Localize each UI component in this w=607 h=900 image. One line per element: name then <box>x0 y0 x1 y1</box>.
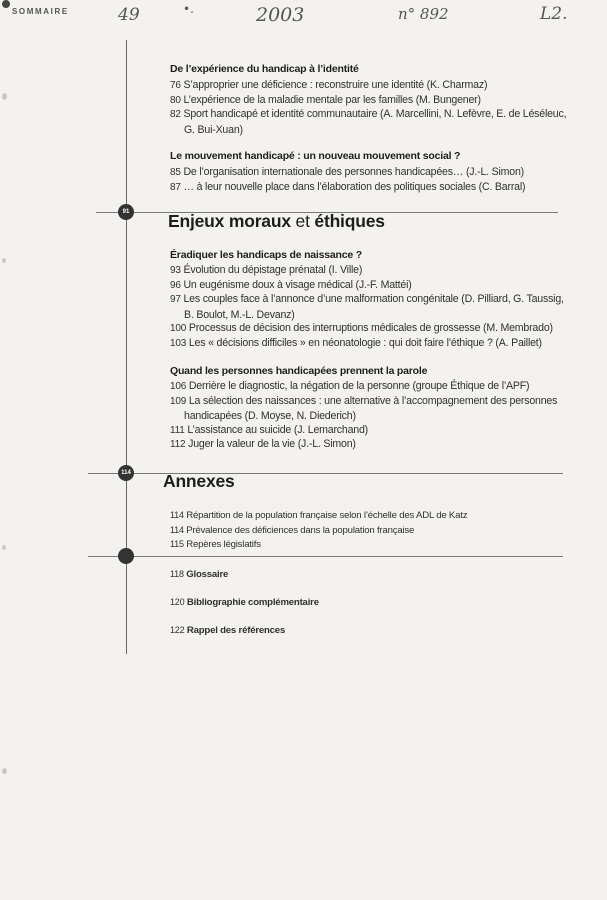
toc-entry: 100 Processus de décision des interruptions médicales de grossesse (M. Membrado) <box>170 322 553 335</box>
header-label: SOMMAIRE <box>12 7 69 16</box>
handwritten-note: n° 892 <box>398 5 449 23</box>
toc-entry: 114 Prévalence des déficiences dans la population française <box>170 524 415 536</box>
toc-entry: 82 Sport handicapé et identité communautaire (A. Marcellini, N. Lefèvre, E. de Léséleuc, G. Bui-Xuan) <box>170 108 567 136</box>
handwritten-note: •. <box>183 2 194 16</box>
section-rule <box>88 473 563 474</box>
scan-mark <box>2 258 6 263</box>
section-page-badge: 114 <box>118 465 134 481</box>
toc-entry: 97 Les couples face à l’annonce d’une malformation congénitale (D. Pilliard, G. Taussig, B. Boulot, M.-L. Devanz) <box>170 293 564 321</box>
toc-entry: 122 Rappel des références <box>170 625 286 636</box>
toc-entry: 103 Les « décisions difficiles » en néonatologie : qui doit faire l’éthique ? (A. Paillet) <box>170 337 542 349</box>
toc-entry: 114 Répartition de la population française selon l’échelle des ADL de Katz <box>170 510 468 521</box>
group-title: Le mouvement handicapé : un nouveau mouvement social ? <box>170 150 461 162</box>
section-bullet <box>118 548 134 564</box>
toc-entry: 93 Évolution du dépistage prénatal (I. Ville) <box>170 264 363 276</box>
group-title: Éradiquer les handicaps de naissance ? <box>170 249 362 261</box>
toc-entry: 118 Glossaire <box>170 569 229 580</box>
toc-entry: 112 Juger la valeur de la vie (J.-L. Simon) <box>170 438 356 451</box>
toc-entry: 109 La sélection des naissances : une alternative à l’accompagnement des personnes handicapées (D. Moyse, N. Diederich) <box>170 394 558 423</box>
toc-entry: 120 Bibliographie complémentaire <box>170 597 319 608</box>
header-dot <box>2 0 10 8</box>
section-page-badge: 91 <box>118 204 134 220</box>
toc-entry: 85 De l’organisation internationale des personnes handicapées… (J.-L. Simon) <box>170 166 524 178</box>
toc-entry: 96 Un eugénisme doux à visage médical (J.-F. Mattéi) <box>170 278 412 291</box>
toc-entry: 76 S’approprier une déficience : reconstruire une identité (K. Charmaz) <box>170 79 488 91</box>
section-title: Enjeux moraux et éthiques <box>168 211 385 231</box>
scan-mark <box>2 545 6 550</box>
toc-entry: 106 Derrière le diagnostic, la négation de la personne (groupe Éthique de l’APF) <box>170 380 530 392</box>
scan-mark <box>2 93 7 100</box>
group-title: Quand les personnes handicapées prennent la parole <box>170 365 428 377</box>
handwritten-note: 2003 <box>256 4 305 26</box>
toc-entry: 80 L’expérience de la maladie mentale par les familles (M. Bungener) <box>170 93 481 106</box>
group-title: De l’expérience du handicap à l’identité <box>170 63 359 75</box>
toc-entry: 115 Repères législatifs <box>170 539 261 550</box>
scan-mark <box>2 768 7 774</box>
section-rule <box>88 556 563 557</box>
toc-entry: 87 … à leur nouvelle place dans l’élaboration des politiques sociales (C. Barral) <box>170 180 526 193</box>
handwritten-note: 49 <box>118 5 140 25</box>
section-title: Annexes <box>163 471 235 491</box>
handwritten-note: L2. <box>540 4 568 24</box>
toc-entry: 111 L’assistance au suicide (J. Lemarchand) <box>170 423 368 436</box>
